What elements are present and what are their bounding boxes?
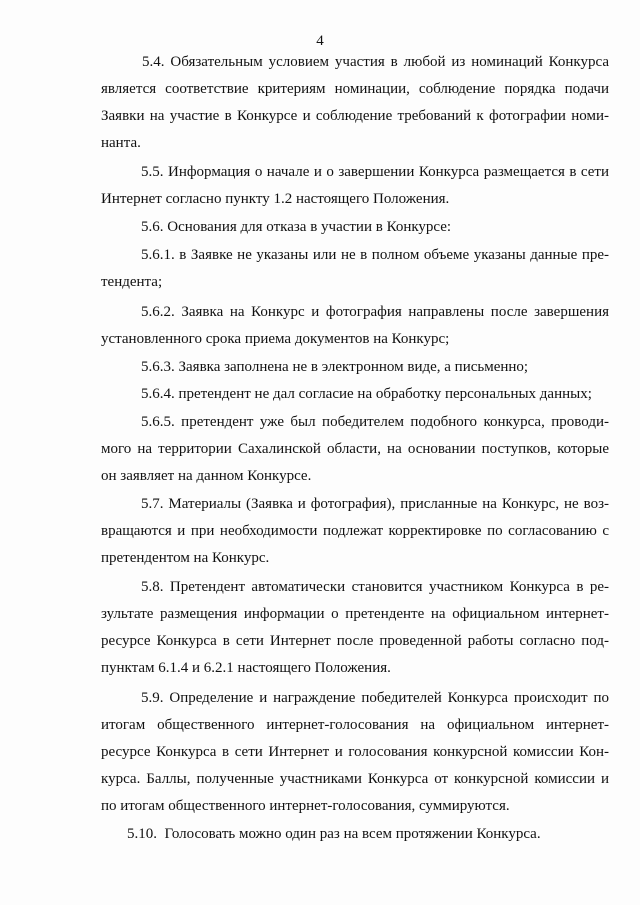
- text-line: ресурсе Конкурса в сети Интернет и голосования конкурсной комиссии Кон-: [101, 744, 609, 760]
- text-line: 5.6.2. Заявка на Конкурс и фотография направлены после завершения: [141, 304, 609, 320]
- text-line: 5.8. Претендент автоматически становится участником Конкурса в ре-: [141, 579, 609, 595]
- text-line: 5.6.1. в Заявке не указаны или не в полном объеме указаны данные пре-: [141, 247, 609, 263]
- text-line: 5.6.3. Заявка заполнена не в электронном виде, а письменно;: [141, 359, 529, 375]
- text-line: Заявки на участие в Конкурсе и соблюдение требований к фотографии номи-: [101, 108, 609, 124]
- text-line: по итогам общественного интернет-голосования, суммируются.: [101, 798, 510, 814]
- text-line: Интернет согласно пункту 1.2 настоящего Положения.: [101, 191, 450, 207]
- text-line: итогам общественного интернет-голосования на официальном интернет-: [101, 717, 609, 733]
- text-line: установленного срока приема документов на Конкурс;: [101, 331, 450, 347]
- text-line: тендента;: [101, 274, 163, 290]
- text-line: пунктам 6.1.4 и 6.2.1 настоящего Положения.: [101, 660, 391, 676]
- text-line: 5.6.5. претендент уже был победителем подобного конкурса, проводи-: [141, 414, 609, 430]
- text-line: нанта.: [101, 135, 141, 151]
- text-line: 5.6. Основания для отказа в участии в Конкурсе:: [141, 219, 452, 235]
- text-line: он заявляет на данном Конкурсе.: [101, 468, 312, 484]
- text-line: 5.10. Голосовать можно один раз на всем протяжении Конкурса.: [127, 826, 541, 842]
- text-line: вращаются и при необходимости подлежат корректировке по согласованию с: [101, 523, 609, 539]
- text-line: 5.7. Материалы (Заявка и фотография), присланные на Конкурс, не воз-: [141, 496, 609, 512]
- text-line: претендентом на Конкурс.: [101, 550, 270, 566]
- text-line: зультате размещения информации о претенденте на официальном интернет-: [101, 606, 609, 622]
- page-number: 4: [316, 33, 324, 49]
- text-line: 5.5. Информация о начале и о завершении Конкурса размещается в сети: [141, 164, 609, 180]
- text-line: 5.4. Обязательным условием участия в любой из номинаций Конкурса: [142, 54, 609, 70]
- text-line: 5.9. Определение и награждение победителей Конкурса происходит по: [141, 690, 609, 706]
- text-line: курса. Баллы, полученные участниками Конкурса от конкурсной комиссии и: [101, 771, 609, 787]
- text-line: ресурсе Конкурса в сети Интернет после проведенной работы согласно под-: [101, 633, 609, 649]
- text-line: является соответствие критериям номинации, соблюдение порядка подачи: [101, 81, 609, 97]
- text-line: мого на территории Сахалинской области, на основании поступков, которые: [101, 441, 609, 457]
- text-line: 5.6.4. претендент не дал согласие на обработку персональных данных;: [141, 386, 592, 402]
